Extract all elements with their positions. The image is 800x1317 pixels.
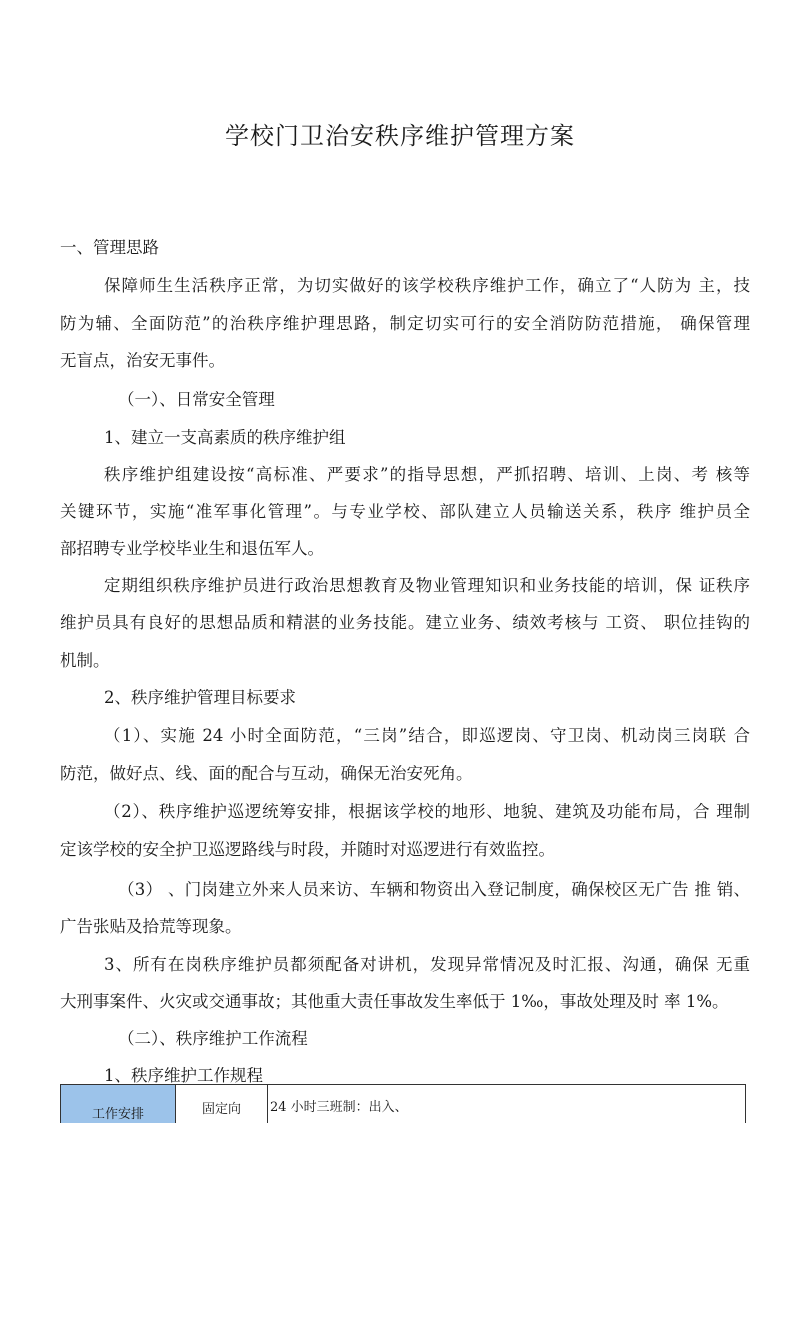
item-heading: 2、秩序维护管理目标要求 <box>104 688 296 707</box>
paragraph-line: 定该学校的安全护卫巡逻路线与时段，并随时对巡逻进行有效监控。 <box>60 840 555 859</box>
paragraph-line: 部招聘专业学校毕业生和退伍军人。 <box>60 539 324 558</box>
table-header-label: 工作安排 <box>91 1106 144 1122</box>
paragraph-line: 广告张贴及拾荒等现象。 <box>60 917 242 936</box>
paragraph-line: 防为辅、全面防范”的治秩序维护理思路，制定切实可行的安全消防防范措施， 确保管理 <box>60 314 750 333</box>
paragraph-line: 大刑事案件、火灾或交通事故；其他重大责任事故发生率低于 1‰，事故处理及时 率 1%。 <box>60 992 729 1011</box>
paragraph-line: 3、所有在岗秩序维护员都须配备对讲机，发现异常情况及时汇报、沟通，确保 无重 <box>104 955 750 974</box>
paragraph-line: （2）、秩序维护巡逻统筹安排，根据该学校的地形、地貌、建筑及功能布局，合 理制 <box>104 802 750 821</box>
table-cell-label: 固定向 <box>201 1101 241 1117</box>
paragraph-line: 保障师生生活秩序正常，为切实做好的该学校秩序维护工作，确立了“人防为 主，技 <box>104 276 750 295</box>
paragraph-line: 维护员具有良好的思想品质和精湛的业务技能。建立业务、绩效考核与 工资、 职位挂钩的 <box>60 613 750 632</box>
table-header-cell <box>61 1085 176 1123</box>
procedure-table <box>60 1084 746 1123</box>
paragraph-line: 无盲点，治安无事件。 <box>60 351 225 370</box>
paragraph-line: 机制。 <box>60 651 110 670</box>
subsection-heading: （二）、秩序维护工作流程 <box>118 1029 308 1048</box>
table-cell <box>176 1085 268 1123</box>
paragraph-line: 定期组织秩序维护员进行政治思想教育及物业管理知识和业务技能的培训，保 证秩序 <box>104 576 750 595</box>
table-cell-content: 24 小时三班制：出入、 <box>270 1099 408 1115</box>
subsection-heading: （一）、日常安全管理 <box>118 390 275 409</box>
paragraph-line: （3） 、门岗建立外来人员来访、车辆和物资出入登记制度，确保校区无广告 推 销、 <box>118 880 750 899</box>
page-title: 学校门卫治安秩序维护管理方案 <box>225 122 575 150</box>
item-heading: 1、建立一支高素质的秩序维护组 <box>104 428 346 447</box>
table-cell <box>268 1085 745 1123</box>
item-heading: 1、秩序维护工作规程 <box>104 1066 263 1085</box>
section-heading: 一、管理思路 <box>60 238 159 257</box>
paragraph-line: （1）、实施 24 小时全面防范，“三岗”结合，即巡逻岗、守卫岗、机动岗三岗联 合 <box>104 726 750 745</box>
paragraph-line: 秩序维护组建设按“高标准、严要求”的指导思想，严抓招聘、培训、上岗、考 核等 <box>104 465 750 484</box>
paragraph-line: 防范，做好点、线、面的配合与互动，确保无治安死角。 <box>60 764 473 783</box>
paragraph-line: 关键环节，实施“准军事化管理”。与专业学校、部队建立人员输送关系，秩序 维护员全 <box>60 502 750 521</box>
